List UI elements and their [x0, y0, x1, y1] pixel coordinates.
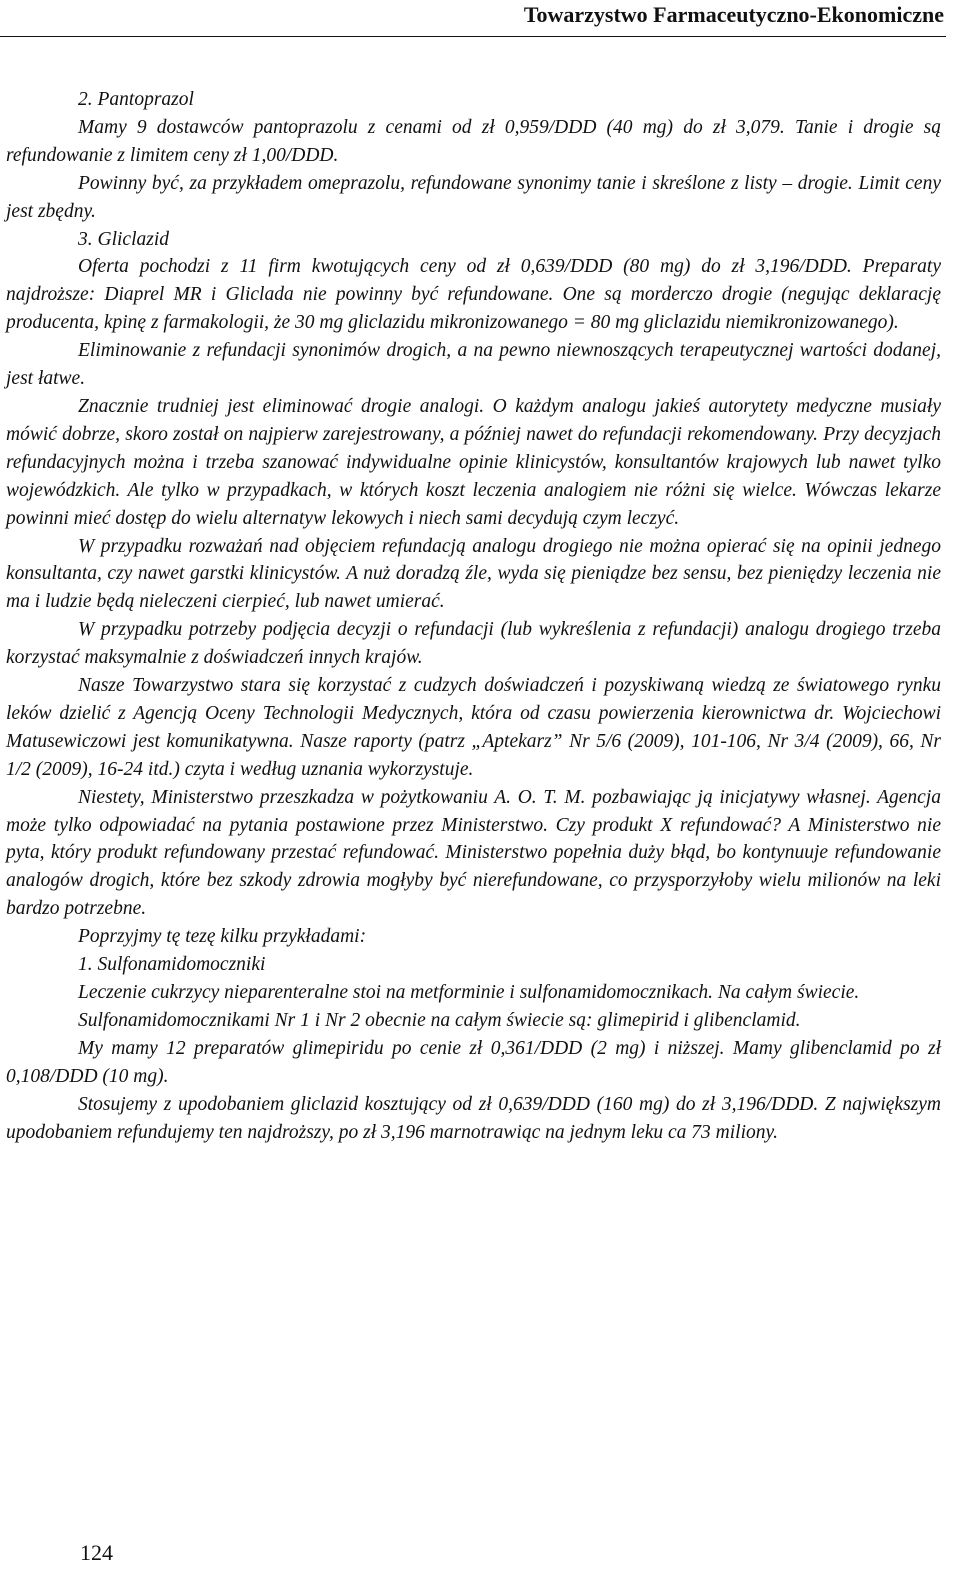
paragraph: Stosujemy z upodobaniem gliclazid kosztujący od zł 0,639/DDD (160 mg) do zł 3,196/DDD. Z największym upodobaniem refundujemy ten najdroższy, po zł 3,196 marnotrawiąc na jednym leku ca 73 miliony.	[6, 1093, 941, 1143]
paragraph: Eliminowanie z refundacji synonimów drogich, a na pewno niewnoszących terapeutycznej wartości dodanej, jest łatwe.	[6, 340, 941, 390]
paragraph: My mamy 12 preparatów glimepiridu po cenie zł 0,361/DDD (2 mg) i niższej. Mamy glibenclamid po zł 0,108/DDD (10 mg).	[6, 1037, 941, 1087]
section-heading-pantoprazol: 2. Pantoprazol	[78, 89, 194, 110]
article-body	[6, 86, 941, 1146]
paragraph: Nasze Towarzystwo stara się korzystać z cudzych doświadczeń i pozyskiwaną wiedzą ze światowego rynku leków dzielić z Agencją Oceny Technologii Medycznych, która od czasu powierzenia kierownictwa dr. Wojciechowi Matusewiczowi jest komunikatywna. Nasze raporty (patrz „Aptekarz” Nr 5/6 (2009), 101-106, Nr 3/4 (2009), 66, Nr 1/2 (2009), 16-24 itd.) czyta i według uznania wykorzystuje.	[6, 675, 941, 780]
paragraph: W przypadku rozważań nad objęciem refundacją analogu drogiego nie można opierać się na opinii jednego konsultanta, czy nawet garstki klinicystów. A nuż doradzą źle, wyda się pieniądze bez sensu, bez pieniędzy leczenia nie ma i ludzie będą nieleczeni cierpieć, lub nawet umierać.	[6, 535, 941, 613]
paragraph: W przypadku potrzeby podjęcia decyzji o refundacji (lub wykreślenia z refundacji) analogu drogiego trzeba korzystać maksymalnie z doświadczeń innych krajów.	[6, 619, 941, 669]
paragraph: Leczenie cukrzycy nieparenteralne stoi na metforminie i sulfonamidomocznikach. Na całym świecie.	[78, 982, 860, 1003]
header-rule	[0, 36, 946, 37]
paragraph: Oferta pochodzi z 11 firm kwotujących ceny od zł 0,639/DDD (80 mg) do zł 3,196/DDD. Preparaty najdroższe: Diaprel MR i Gliclada nie powinny być refundowane. One są morderczo drogie (negując deklarację producenta, kpinę z farmakologii, że 30 mg gliclazidu mikronizowanego = 80 mg gliclazidu niemikronizowanego).	[6, 256, 941, 334]
paragraph: Powinny być, za przykładem omeprazolu, refundowane synonimy tanie i skreślone z listy – drogie. Limit ceny jest zbędny.	[6, 172, 941, 222]
section-heading-sulfonamidomoczniki: 1. Sulfonamidomoczniki	[78, 954, 266, 976]
paragraph: Niestety, Ministerstwo przeszkadza w pożytkowaniu A. O. T. M. pozbawiając ją inicjatywy własnej. Agencja może tylko odpowiadać na pytania postawione przez Ministerstwo. Czy produkt X refundować? A Ministerstwo nie pyta, który produkt refundowany przestać refundować. Ministerstwo popełnia duży błąd, bo kontynuuje refundowanie analogów drogich, które bez szkody zdrowia mogłyby być nierefundowane, co przysporzyłoby wielu milionów na leki bardzo potrzebne.	[6, 786, 941, 920]
paragraph: Znacznie trudniej jest eliminować drogie analogi. O każdym analogu jakieś autorytety medyczne musiały mówić dobrze, skoro został on najpierw zarejestrowany, a później nawet do refundacji rekomendowany. Przy decyzjach refundacyjnych można i trzeba szanować indywidualne opinie klinicystów, konsultantów krajowych lub nawet tylko wojewódzkich. Ale tylko w przypadkach, w których koszt leczenia analogiem nie różni się wielce. Wówczas lekarze powinni mieć dostęp do wielu alternatyw lekowych i niech sami decydują czym leczyć.	[6, 395, 941, 529]
paragraph: Sulfonamidomocznikami Nr 1 i Nr 2 obecnie na całym świecie są: glimepirid i glibenclamid.	[78, 1009, 801, 1031]
page-number: 124	[80, 1540, 113, 1565]
paragraph: Mamy 9 dostawców pantoprazolu z cenami od zł 0,959/DDD (40 mg) do zł 3,079. Tanie i drogie są refundowanie z limitem ceny zł 1,00/DDD.	[6, 116, 941, 166]
section-heading-gliclazid: 3. Gliclazid	[78, 228, 169, 250]
running-header: Towarzystwo Farmaceutyczno-Ekonomiczne	[523, 2, 944, 27]
paragraph: Poprzyjmy tę tezę kilku przykładami:	[78, 926, 367, 948]
